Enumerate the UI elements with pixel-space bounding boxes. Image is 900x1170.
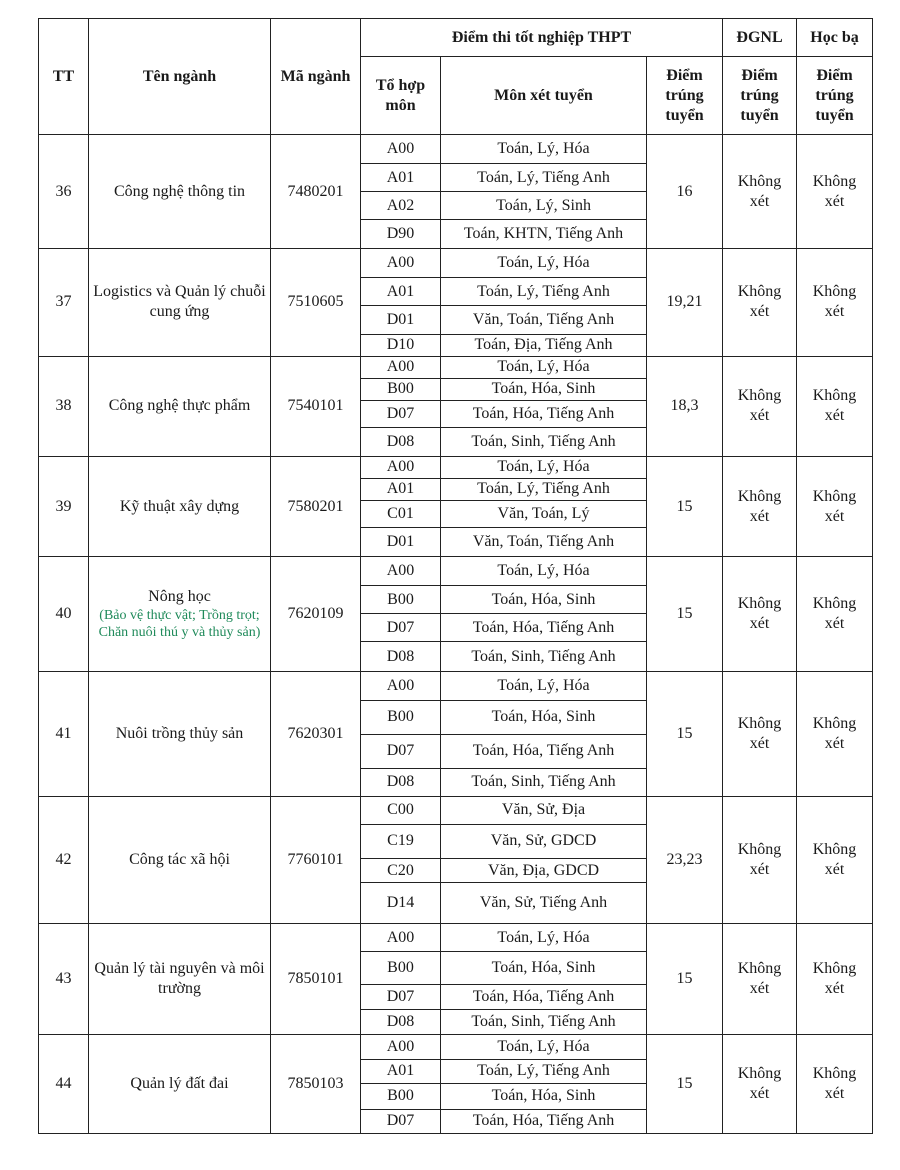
major-name: Quản lý tài nguyên và môi trường: [94, 960, 265, 998]
row-to-hop: D01: [361, 528, 441, 557]
table-row: [39, 557, 873, 586]
table-row: [39, 456, 873, 478]
row-ten-nganh: [89, 1035, 271, 1134]
row-tt: 38: [39, 356, 89, 456]
row-mon-xet-tuyen: Toán, Lý, Hóa: [441, 356, 647, 378]
row-dgnl: Không xét: [723, 456, 797, 556]
row-hoc-ba: Không xét: [797, 456, 873, 556]
row-mon-xet-tuyen: Toán, Lý, Hóa: [441, 135, 647, 164]
row-mon-xet-tuyen: Văn, Toán, Lý: [441, 501, 647, 528]
row-mon-xet-tuyen: Toán, Hóa, Tiếng Anh: [441, 985, 647, 1010]
row-dgnl: Không xét: [723, 249, 797, 356]
row-to-hop: A00: [361, 924, 441, 952]
row-to-hop: D08: [361, 768, 441, 796]
row-diem-trung-tuyen: 23,23: [647, 796, 723, 923]
row-to-hop: D08: [361, 642, 441, 672]
row-mon-xet-tuyen: Toán, Hóa, Sinh: [441, 952, 647, 985]
row-to-hop: C01: [361, 501, 441, 528]
row-mon-xet-tuyen: Văn, Địa, GDCD: [441, 859, 647, 883]
row-mon-xet-tuyen: Toán, Hóa, Sinh: [441, 378, 647, 400]
table-body: [39, 135, 873, 1134]
header-ten-nganh: Tên ngành: [89, 19, 271, 135]
row-tt: 40: [39, 557, 89, 672]
row-mon-xet-tuyen: Toán, Sinh, Tiếng Anh: [441, 768, 647, 796]
row-to-hop: C20: [361, 859, 441, 883]
row-to-hop: A01: [361, 164, 441, 192]
row-mon-xet-tuyen: Toán, Sinh, Tiếng Anh: [441, 1010, 647, 1035]
row-tt: 43: [39, 924, 89, 1035]
row-mon-xet-tuyen: Toán, Hóa, Tiếng Anh: [441, 400, 647, 427]
row-mon-xet-tuyen: Toán, Hóa, Sinh: [441, 1083, 647, 1109]
row-ma-nganh: 7510605: [271, 249, 361, 356]
major-name: Kỹ thuật xây dựng: [119, 497, 240, 515]
row-hoc-ba: Không xét: [797, 249, 873, 356]
header-ma-nganh: Mã ngành: [271, 19, 361, 135]
row-to-hop: B00: [361, 700, 441, 734]
header-diem-trung-tuyen: Điểm trúng tuyển: [647, 57, 723, 135]
row-diem-trung-tuyen: 16: [647, 135, 723, 249]
header-dgnl: ĐGNL: [723, 19, 797, 57]
row-dgnl: Không xét: [723, 557, 797, 672]
table-row: [39, 135, 873, 164]
row-ma-nganh: 7540101: [271, 356, 361, 456]
row-to-hop: A00: [361, 456, 441, 478]
row-to-hop: B00: [361, 952, 441, 985]
row-to-hop: A00: [361, 557, 441, 586]
row-mon-xet-tuyen: Toán, Lý, Hóa: [441, 249, 647, 278]
row-ma-nganh: 7620301: [271, 672, 361, 796]
table-row: [39, 796, 873, 824]
row-hoc-ba: Không xét: [797, 672, 873, 796]
row-to-hop: A00: [361, 135, 441, 164]
row-mon-xet-tuyen: Toán, KHTN, Tiếng Anh: [441, 220, 647, 249]
row-mon-xet-tuyen: Toán, Lý, Tiếng Anh: [441, 478, 647, 500]
table-row: [39, 1035, 873, 1059]
row-to-hop: D10: [361, 334, 441, 356]
row-to-hop: A01: [361, 478, 441, 500]
row-tt: 41: [39, 672, 89, 796]
header-dgnl-diem: Điểm trúng tuyển: [723, 57, 797, 135]
row-to-hop: C19: [361, 824, 441, 858]
row-mon-xet-tuyen: Toán, Lý, Hóa: [441, 924, 647, 952]
row-mon-xet-tuyen: Toán, Hóa, Sinh: [441, 586, 647, 614]
row-diem-trung-tuyen: 15: [647, 924, 723, 1035]
row-diem-trung-tuyen: 15: [647, 456, 723, 556]
row-dgnl: Không xét: [723, 796, 797, 923]
row-ma-nganh: 7580201: [271, 456, 361, 556]
row-mon-xet-tuyen: Toán, Lý, Hóa: [441, 456, 647, 478]
row-hoc-ba: Không xét: [797, 356, 873, 456]
row-to-hop: A00: [361, 1035, 441, 1059]
row-dgnl: Không xét: [723, 356, 797, 456]
major-name: Công nghệ thực phẩm: [108, 397, 251, 415]
row-mon-xet-tuyen: Toán, Hóa, Sinh: [441, 700, 647, 734]
row-mon-xet-tuyen: Toán, Lý, Tiếng Anh: [441, 278, 647, 306]
admission-score-table: [38, 18, 873, 1134]
row-mon-xet-tuyen: Toán, Sinh, Tiếng Anh: [441, 427, 647, 456]
row-hoc-ba: Không xét: [797, 1035, 873, 1134]
row-dgnl: Không xét: [723, 924, 797, 1035]
row-ma-nganh: 7760101: [271, 796, 361, 923]
row-ten-nganh: [89, 924, 271, 1035]
row-hoc-ba: Không xét: [797, 796, 873, 923]
row-ten-nganh: [89, 796, 271, 923]
header-thpt-group: Điểm thi tốt nghiệp THPT: [361, 19, 723, 57]
header-tt: TT: [39, 19, 89, 135]
row-mon-xet-tuyen: Văn, Sử, GDCD: [441, 824, 647, 858]
row-mon-xet-tuyen: Toán, Lý, Tiếng Anh: [441, 1059, 647, 1083]
row-tt: 42: [39, 796, 89, 923]
header-hoc-ba: Học bạ: [797, 19, 873, 57]
row-ma-nganh: 7850103: [271, 1035, 361, 1134]
row-hoc-ba: Không xét: [797, 924, 873, 1035]
row-ten-nganh: [89, 672, 271, 796]
row-ma-nganh: 7850101: [271, 924, 361, 1035]
row-mon-xet-tuyen: Toán, Lý, Hóa: [441, 1035, 647, 1059]
row-ten-nganh: [89, 249, 271, 356]
row-to-hop: A00: [361, 356, 441, 378]
header-mon-xet-tuyen: Môn xét tuyển: [441, 57, 647, 135]
row-tt: 44: [39, 1035, 89, 1134]
row-to-hop: A01: [361, 1059, 441, 1083]
row-tt: 36: [39, 135, 89, 249]
row-to-hop: B00: [361, 378, 441, 400]
table-row: [39, 356, 873, 378]
header-to-hop-mon: Tổ hợp môn: [361, 57, 441, 135]
row-mon-xet-tuyen: Toán, Lý, Hóa: [441, 557, 647, 586]
row-ten-nganh: [89, 456, 271, 556]
row-to-hop: B00: [361, 1083, 441, 1109]
row-to-hop: D07: [361, 985, 441, 1010]
row-to-hop: A00: [361, 249, 441, 278]
major-name: Nuôi trồng thủy sản: [115, 725, 244, 743]
row-to-hop: A01: [361, 278, 441, 306]
row-to-hop: D14: [361, 883, 441, 924]
row-to-hop: D07: [361, 614, 441, 642]
row-ten-nganh: [89, 356, 271, 456]
table-row: [39, 672, 873, 700]
row-mon-xet-tuyen: Toán, Hóa, Tiếng Anh: [441, 614, 647, 642]
row-dgnl: Không xét: [723, 672, 797, 796]
row-mon-xet-tuyen: Văn, Toán, Tiếng Anh: [441, 528, 647, 557]
row-hoc-ba: Không xét: [797, 135, 873, 249]
row-to-hop: D08: [361, 1010, 441, 1035]
row-mon-xet-tuyen: Văn, Toán, Tiếng Anh: [441, 306, 647, 334]
row-hoc-ba: Không xét: [797, 557, 873, 672]
row-mon-xet-tuyen: Văn, Sử, Địa: [441, 796, 647, 824]
major-note: (Bảo vệ thực vật; Trồng trọt; Chăn nuôi thú y và thủy sản): [98, 608, 261, 641]
table-row: [39, 249, 873, 278]
row-mon-xet-tuyen: Toán, Lý, Sinh: [441, 192, 647, 220]
row-diem-trung-tuyen: 15: [647, 672, 723, 796]
row-ma-nganh: 7620109: [271, 557, 361, 672]
row-mon-xet-tuyen: Toán, Hóa, Tiếng Anh: [441, 1109, 647, 1133]
row-to-hop: D07: [361, 1109, 441, 1133]
row-to-hop: D07: [361, 400, 441, 427]
row-ten-nganh: [89, 557, 271, 672]
row-tt: 39: [39, 456, 89, 556]
row-mon-xet-tuyen: Toán, Sinh, Tiếng Anh: [441, 642, 647, 672]
row-dgnl: Không xét: [723, 135, 797, 249]
table-row: [39, 924, 873, 952]
major-name: Công tác xã hội: [129, 851, 230, 868]
row-to-hop: D01: [361, 306, 441, 334]
major-name: Công nghệ thông tin: [113, 182, 246, 200]
row-to-hop: B00: [361, 586, 441, 614]
row-tt: 37: [39, 249, 89, 356]
header-hocba-diem: Điểm trúng tuyển: [797, 57, 873, 135]
major-name: Quản lý đất đai: [130, 1075, 229, 1093]
row-mon-xet-tuyen: Toán, Hóa, Tiếng Anh: [441, 734, 647, 768]
row-to-hop: A02: [361, 192, 441, 220]
row-diem-trung-tuyen: 19,21: [647, 249, 723, 356]
row-to-hop: D07: [361, 734, 441, 768]
row-mon-xet-tuyen: Toán, Lý, Tiếng Anh: [441, 164, 647, 192]
row-to-hop: A00: [361, 672, 441, 700]
row-to-hop: D90: [361, 220, 441, 249]
major-name: Logistics và Quản lý chuỗi cung ứng: [93, 283, 266, 321]
row-ten-nganh: [89, 135, 271, 249]
row-mon-xet-tuyen: Toán, Địa, Tiếng Anh: [441, 334, 647, 356]
row-mon-xet-tuyen: Văn, Sử, Tiếng Anh: [441, 883, 647, 924]
row-diem-trung-tuyen: 15: [647, 1035, 723, 1134]
major-name: Nông học: [148, 588, 211, 606]
row-dgnl: Không xét: [723, 1035, 797, 1134]
row-diem-trung-tuyen: 18,3: [647, 356, 723, 456]
row-to-hop: C00: [361, 796, 441, 824]
row-mon-xet-tuyen: Toán, Lý, Hóa: [441, 672, 647, 700]
row-ma-nganh: 7480201: [271, 135, 361, 249]
row-diem-trung-tuyen: 15: [647, 557, 723, 672]
row-to-hop: D08: [361, 427, 441, 456]
